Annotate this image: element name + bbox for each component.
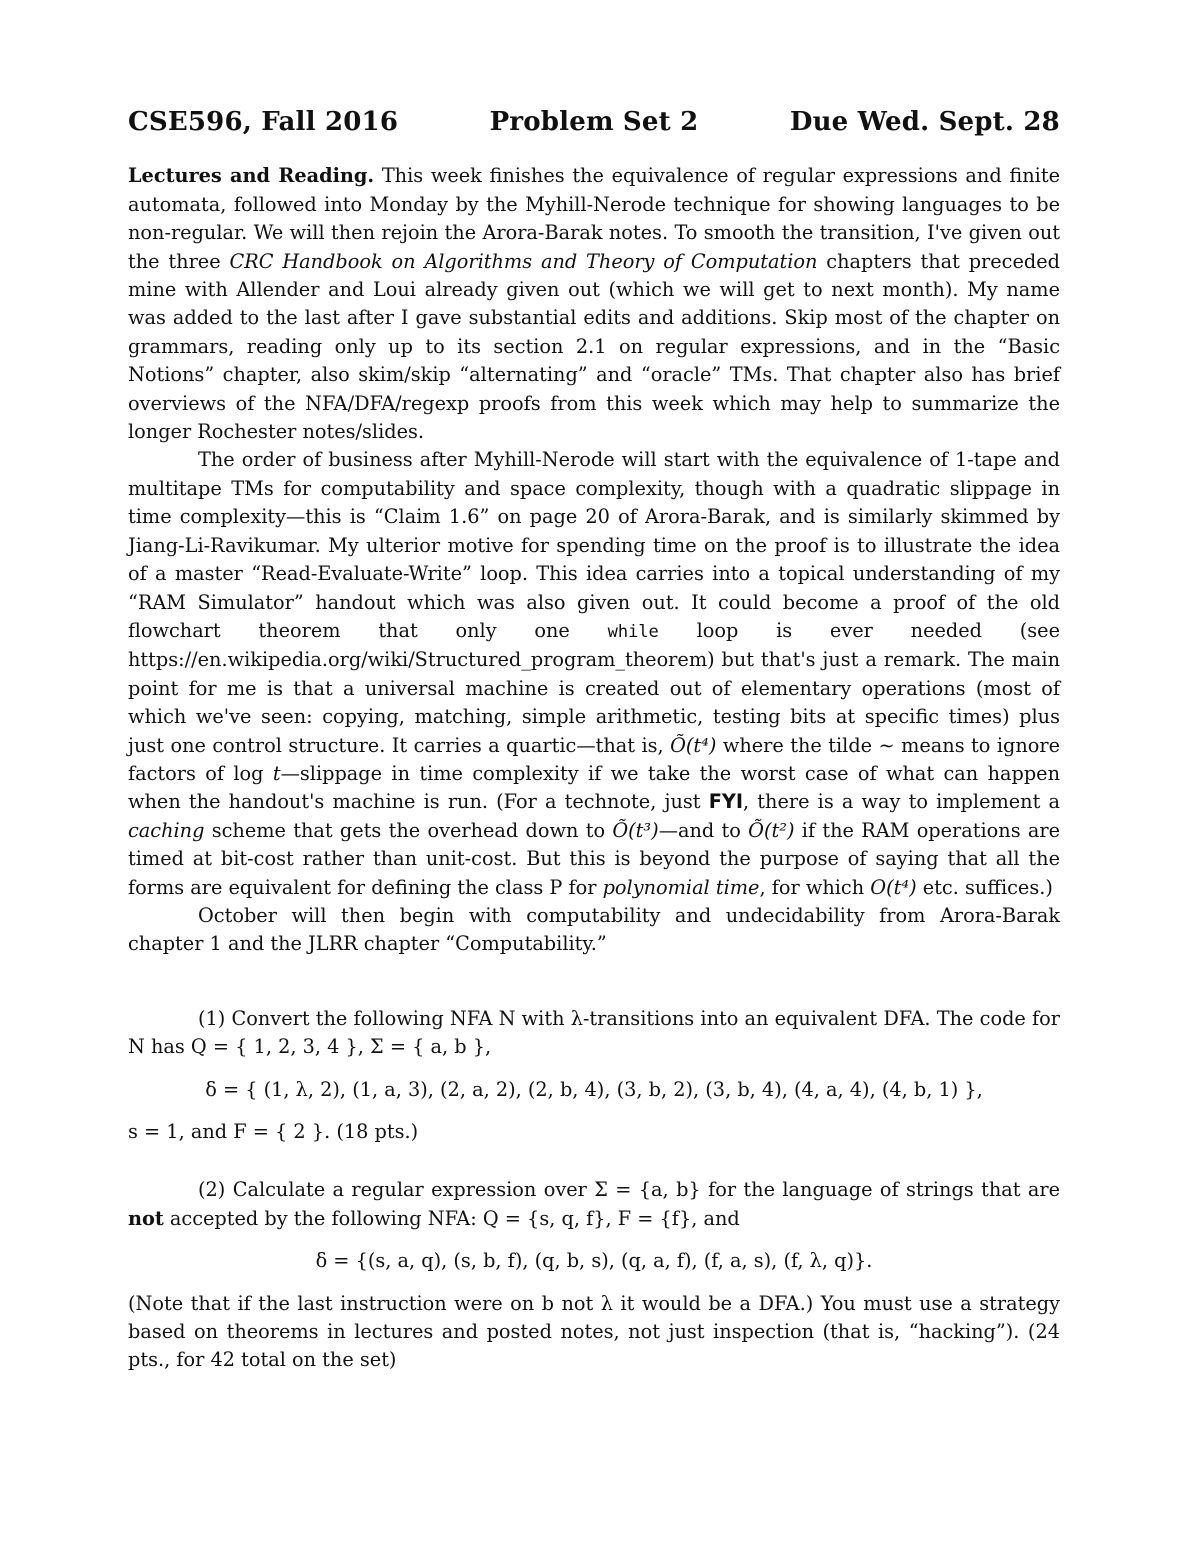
quartic-bound: Õ(t⁴) bbox=[670, 733, 717, 757]
problem-2-intro-b: accepted by the following NFA: Q = {s, q, f}, F = {f}, and bbox=[163, 1206, 740, 1230]
problem-2-intro-a: (2) Calculate a regular expression over Σ = {a, b} for the language of strings that are bbox=[198, 1178, 1060, 1202]
course-name: CSE596, Fall 2016 bbox=[128, 107, 399, 137]
order-text-i: , for which bbox=[759, 875, 871, 899]
problem-1-intro: (1) Convert the following NFA N with λ-transitions into an equivalent DFA. The code for N has Q = { 1, 2, 3, 4 }, Σ = { a, b }, bbox=[128, 1006, 1060, 1059]
caching-term: caching bbox=[128, 818, 205, 842]
problem-1-tail: s = 1, and F = { 2 }. (18 pts.) bbox=[128, 1120, 419, 1143]
while-keyword: while bbox=[607, 621, 659, 642]
document-header bbox=[128, 108, 1060, 136]
due-date: Due Wed. Sept. 28 bbox=[789, 107, 1060, 137]
polynomial-time-term: polynomial time bbox=[602, 875, 760, 899]
order-of-business-paragraph bbox=[128, 446, 1060, 902]
fyi-label: FYI bbox=[708, 790, 744, 814]
order-text-a: The order of business after Myhill-Nerode will start with the equivalence of 1-tape and multitape TMs for computability and space complexity, though with a quadratic slippage in time complexity—this is “Claim 1.6” on page 20 of Arora-Barak, and is similarly skimmed by Jiang-Li-Ravikumar. My ulterior motive for spending time on the proof is to illustrate the idea of a master “Read-Evaluate-Write” loop. This idea carries into a topical understanding of my “RAM Simulator” handout which was also given out. It could become a proof of the old flowchart theorem that only one bbox=[128, 448, 1060, 642]
problem-2-tail: (Note that if the last instruction were on b not λ it would be a DFA.) You must use a strategy based on theorems in lectures and posted notes, not just inspection (that is, “hacking”). (24 pts., for 42 total on the set) bbox=[128, 1291, 1060, 1372]
not-emphasis: not bbox=[128, 1206, 164, 1230]
problem-set-page bbox=[128, 108, 1060, 1375]
lectures-paragraph bbox=[128, 162, 1060, 446]
order-text-j: etc. suffices.) bbox=[916, 875, 1053, 899]
order-text-e: , there is a way to implement a bbox=[743, 790, 1060, 814]
problem-1-delta: δ = { (1, λ, 2), (1, a, 3), (2, a, 2), (2, b, 4), (3, b, 2), (3, b, 4), (4, a, 4), (4, b, 1) }, bbox=[205, 1077, 983, 1101]
problem-2-delta: δ = {(s, a, q), (s, b, f), (q, b, s), (q, a, f), (f, a, s), (f, λ, q)}. bbox=[315, 1249, 873, 1273]
lectures-heading: Lectures and Reading. bbox=[128, 164, 375, 188]
lectures-text-b: chapters that preceded mine with Allender and Loui already given out (which we will get to next month). My name was added to the last after I gave substantial edits and additions. Skip most of the chapter on grammars, reading only up to its section 2.1 on regular expressions, and in the “Basic Notions” chapter, also skim/skip “alternating” and “oracle” TMs. That chapter also has brief overviews of the NFA/DFA/regexp proofs from this week which may help to summarize the longer Rochester notes/slides. bbox=[128, 249, 1060, 444]
page-title: Problem Set 2 bbox=[489, 107, 699, 137]
log-variable: t bbox=[272, 761, 281, 785]
october-paragraph: October will then begin with computability and undecidability from Arora-Barak chapter 1 and the JLRR chapter “Computability.” bbox=[128, 903, 1060, 956]
order-text-g: —and to bbox=[658, 818, 749, 842]
quartic-bound-2: O(t⁴) bbox=[870, 875, 917, 899]
cubic-bound: Õ(t³) bbox=[612, 818, 659, 842]
order-text-d: —slippage in time complexity if we take the worst case of what can happen when the handout's machine is run. (For a technote, just bbox=[128, 761, 1061, 814]
quadratic-bound: Õ(t²) bbox=[748, 818, 795, 842]
crc-handbook-title: CRC Handbook on Algorithms and Theory of Computation bbox=[229, 249, 818, 273]
lectures-text-a: This week finishes the equivalence of regular expressions and finite automata, followed into Monday by the Myhill-Nerode technique for showing languages to be non-regular. We will then rejoin the Arora-Barak notes. To smooth the transition, I've given out the three bbox=[128, 164, 1060, 273]
order-text-h: if the RAM operations are timed at bit-cost rather than unit-cost. But this is beyond the purpose of saying that all the forms are equivalent for defining the class P for bbox=[128, 818, 1061, 899]
order-text-b: loop is ever needed (see https://en.wikipedia.org/wiki/Structured_program_theorem) but that's just a remark. The main point for me is that a universal machine is created out of elementary operations (most of which we've seen: copying, matching, simple arithmetic, testing bits at specific times) plus just one control structure. It carries a quartic—that is, bbox=[128, 618, 1061, 757]
order-text-c: where the tilde ∼ means to ignore factors of log bbox=[128, 733, 1060, 785]
problem-2-intro bbox=[128, 1176, 1060, 1233]
order-text-f: scheme that gets the overhead down to bbox=[204, 818, 613, 842]
